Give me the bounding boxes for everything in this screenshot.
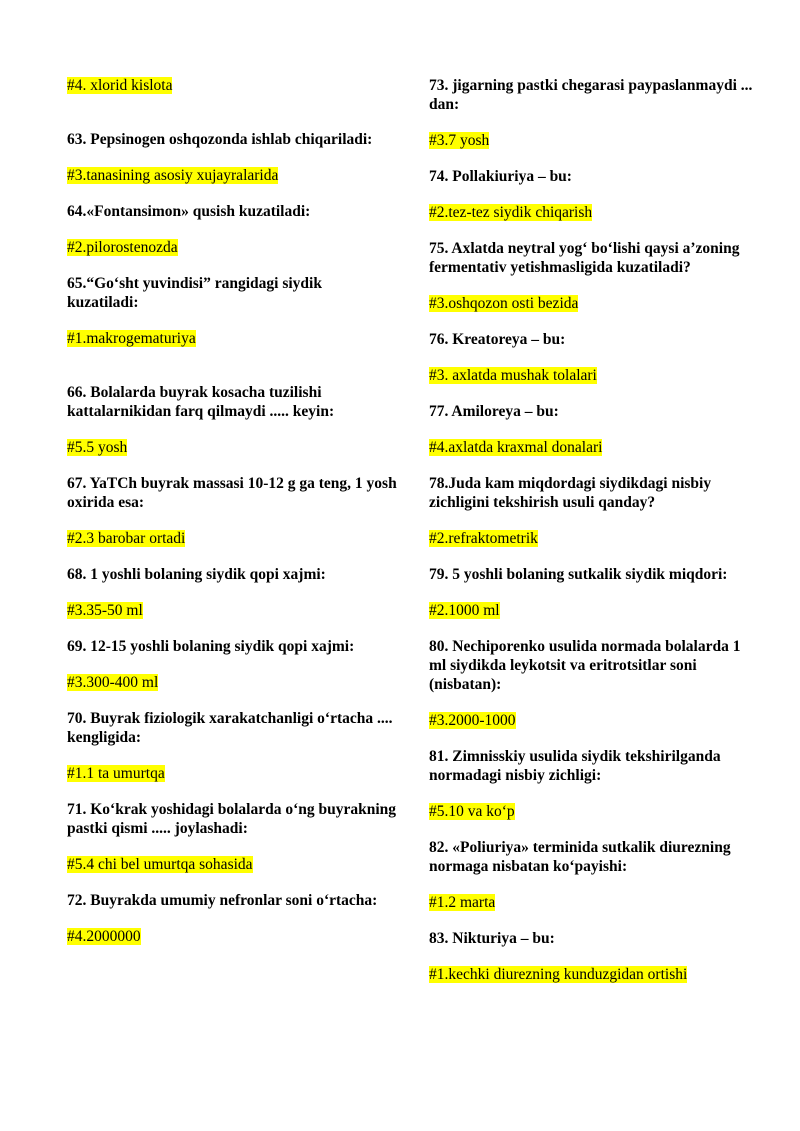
- question-75: 75. Axlatda neytral yog‘ bo‘lishi qaysi a’zoning fermentativ yetishmasligida kuzatiladi?: [429, 240, 740, 276]
- answer-83: #1.kechki diurezning kunduzgidan ortishi: [429, 966, 688, 983]
- answer-68: #3.35-50 ml: [67, 602, 143, 619]
- question-68: 68. 1 yoshli bolaning siydik qopi xajmi:: [67, 566, 326, 583]
- question-65: 65.“Go‘sht yuvindisi” rangidagi siydik kuzatiladi:: [67, 275, 322, 311]
- answer-82: #1.2 marta: [429, 894, 496, 911]
- answer-63: #3.tanasining asosiy xujayralarida: [67, 167, 279, 184]
- answer-74: #2.tez-tez siydik chiqarish: [429, 204, 593, 221]
- answer-77: #4.axlatda kraxmal donalari: [429, 439, 603, 456]
- question-66: 66. Bolalarda buyrak kosacha tuzilishi kattalarnikidan farq qilmaydi ..... keyin:: [67, 384, 335, 420]
- answer-71: #5.4 chi bel umurtqa sohasida: [67, 856, 253, 873]
- answer-79: #2.1000 ml: [429, 602, 500, 619]
- answer-78: #2.refraktometrik: [429, 530, 538, 547]
- answer-64: #2.pilorostenozda: [67, 239, 178, 256]
- question-79: 79. 5 yoshli bolaning sutkalik siydik miqdori:: [429, 566, 728, 583]
- answer-81: #5.10 va ko‘p: [429, 803, 515, 820]
- answer-62: #4. xlorid kislota: [67, 77, 173, 94]
- answer-66: #5.5 yosh: [67, 439, 128, 456]
- answer-70: #1.1 ta umurtqa: [67, 765, 165, 782]
- question-82: 82. «Poliuriya» terminida sutkalik diurezning normaga nisbatan ko‘payishi:: [429, 839, 731, 875]
- question-81: 81. Zimnisskiy usulida siydik tekshirilganda normadagi nisbiy zichligi:: [429, 748, 721, 784]
- answer-73: #3.7 yosh: [429, 132, 490, 149]
- answer-76: #3. axlatda mushak tolalari: [429, 367, 597, 384]
- answer-67: #2.3 barobar ortadi: [67, 530, 186, 547]
- question-80: 80. Nechiporenko usulida normada bolalarda 1 ml siydikda leykotsit va eritrotsitlar soni (nisbatan):: [429, 638, 741, 693]
- question-73: 73. jigarning pastki chegarasi paypaslanmaydi ... dan:: [429, 77, 753, 113]
- question-64: 64.«Fontansimon» qusish kuzatiladi:: [67, 203, 311, 220]
- question-72: 72. Buyrakda umumiy nefronlar soni o‘rtacha:: [67, 892, 378, 909]
- answer-80: #3.2000-1000: [429, 712, 516, 729]
- question-78: 78.Juda kam miqdordagi siydikdagi nisbiy zichligini tekshirish usuli qanday?: [429, 475, 712, 511]
- question-83: 83. Nikturiya – bu:: [429, 930, 555, 947]
- answer-72: #4.2000000: [67, 928, 141, 945]
- answer-65: #1.makrogematuriya: [67, 330, 196, 347]
- question-77: 77. Amiloreya – bu:: [429, 403, 559, 420]
- question-67: 67. YaTCh buyrak massasi 10-12 g ga teng, 1 yosh oxirida esa:: [67, 475, 397, 511]
- answer-75: #3.oshqozon osti bezida: [429, 295, 579, 312]
- answer-69: #3.300-400 ml: [67, 674, 159, 691]
- left-column: [67, 76, 397, 963]
- question-71: 71. Ko‘krak yoshidagi bolalarda o‘ng buyrakning pastki qismi ..... joylashadi:: [67, 801, 397, 837]
- question-74: 74. Pollakiuriya – bu:: [429, 168, 572, 185]
- question-69: 69. 12-15 yoshli bolaning siydik qopi xajmi:: [67, 638, 355, 655]
- question-63: 63. Pepsinogen oshqozonda ishlab chiqariladi:: [67, 131, 373, 148]
- question-70: 70. Buyrak fiziologik xarakatchanligi o‘rtacha .... kengligida:: [67, 710, 393, 746]
- question-76: 76. Kreatoreya – bu:: [429, 331, 566, 348]
- right-column: [429, 76, 759, 1001]
